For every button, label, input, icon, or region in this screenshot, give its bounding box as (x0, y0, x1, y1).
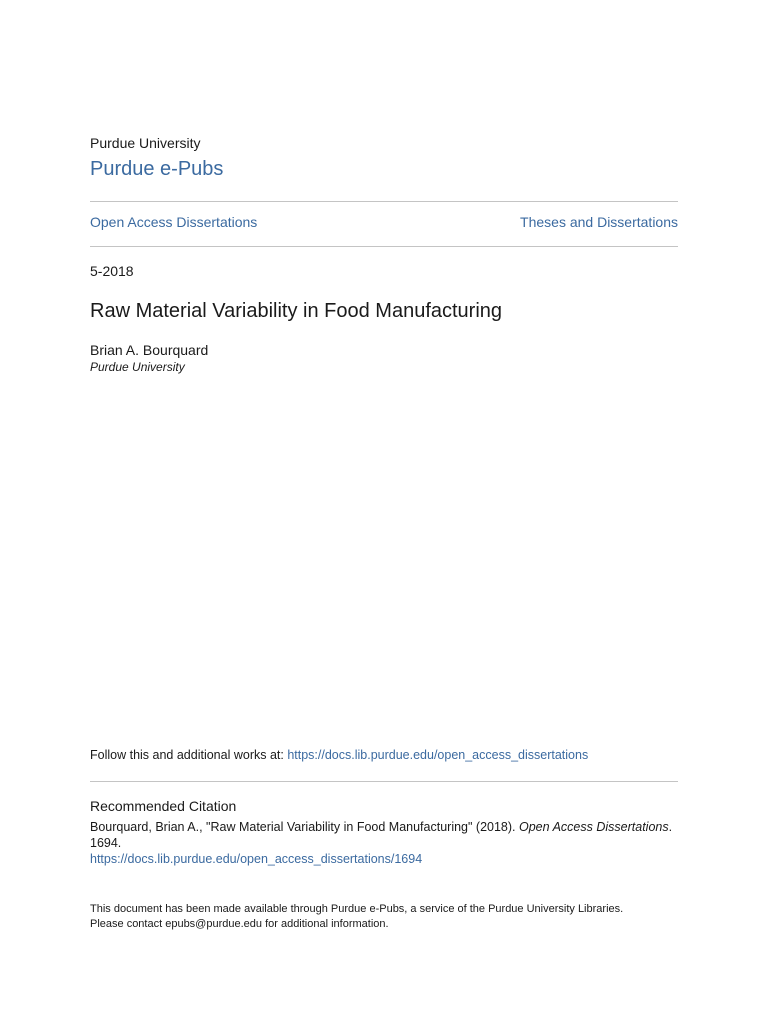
follow-url-link[interactable]: https://docs.lib.purdue.edu/open_access_dissertations (287, 748, 589, 762)
repository-link[interactable]: Purdue e-Pubs (90, 158, 224, 180)
theses-and-dissertations-link[interactable]: Theses and Dissertations (520, 214, 678, 230)
citation-text-before: Bourquard, Brian A., "Raw Material Variability in Food Manufacturing" (2018). (90, 820, 519, 834)
document-title: Raw Material Variability in Food Manufacturing (90, 300, 503, 322)
footer-line-1: This document has been made available through Purdue e-Pubs, a service of the Purdue University Libraries. (90, 903, 624, 915)
citation-series: Open Access Dissertations (519, 820, 669, 834)
follow-line (90, 748, 588, 762)
divider-top (90, 201, 678, 202)
footer-line-2: Please contact epubs@purdue.edu for additional information. (90, 917, 389, 930)
footer-notice (90, 902, 678, 931)
follow-label: Follow this and additional works at: (90, 748, 288, 762)
institution-name: Purdue University (90, 135, 201, 151)
recommended-citation-heading: Recommended Citation (90, 798, 237, 814)
citation-text-after: . 1694. (90, 820, 673, 850)
divider-nav (90, 246, 678, 247)
citation-url-link[interactable]: https://docs.lib.purdue.edu/open_access_dissertations/1694 (90, 852, 423, 866)
open-access-dissertations-link[interactable]: Open Access Dissertations (90, 214, 258, 230)
citation-text (90, 819, 678, 851)
publication-date: 5-2018 (90, 263, 134, 279)
author-name: Brian A. Bourquard (90, 342, 209, 358)
divider-follow (90, 781, 678, 782)
author-affiliation: Purdue University (90, 360, 185, 374)
